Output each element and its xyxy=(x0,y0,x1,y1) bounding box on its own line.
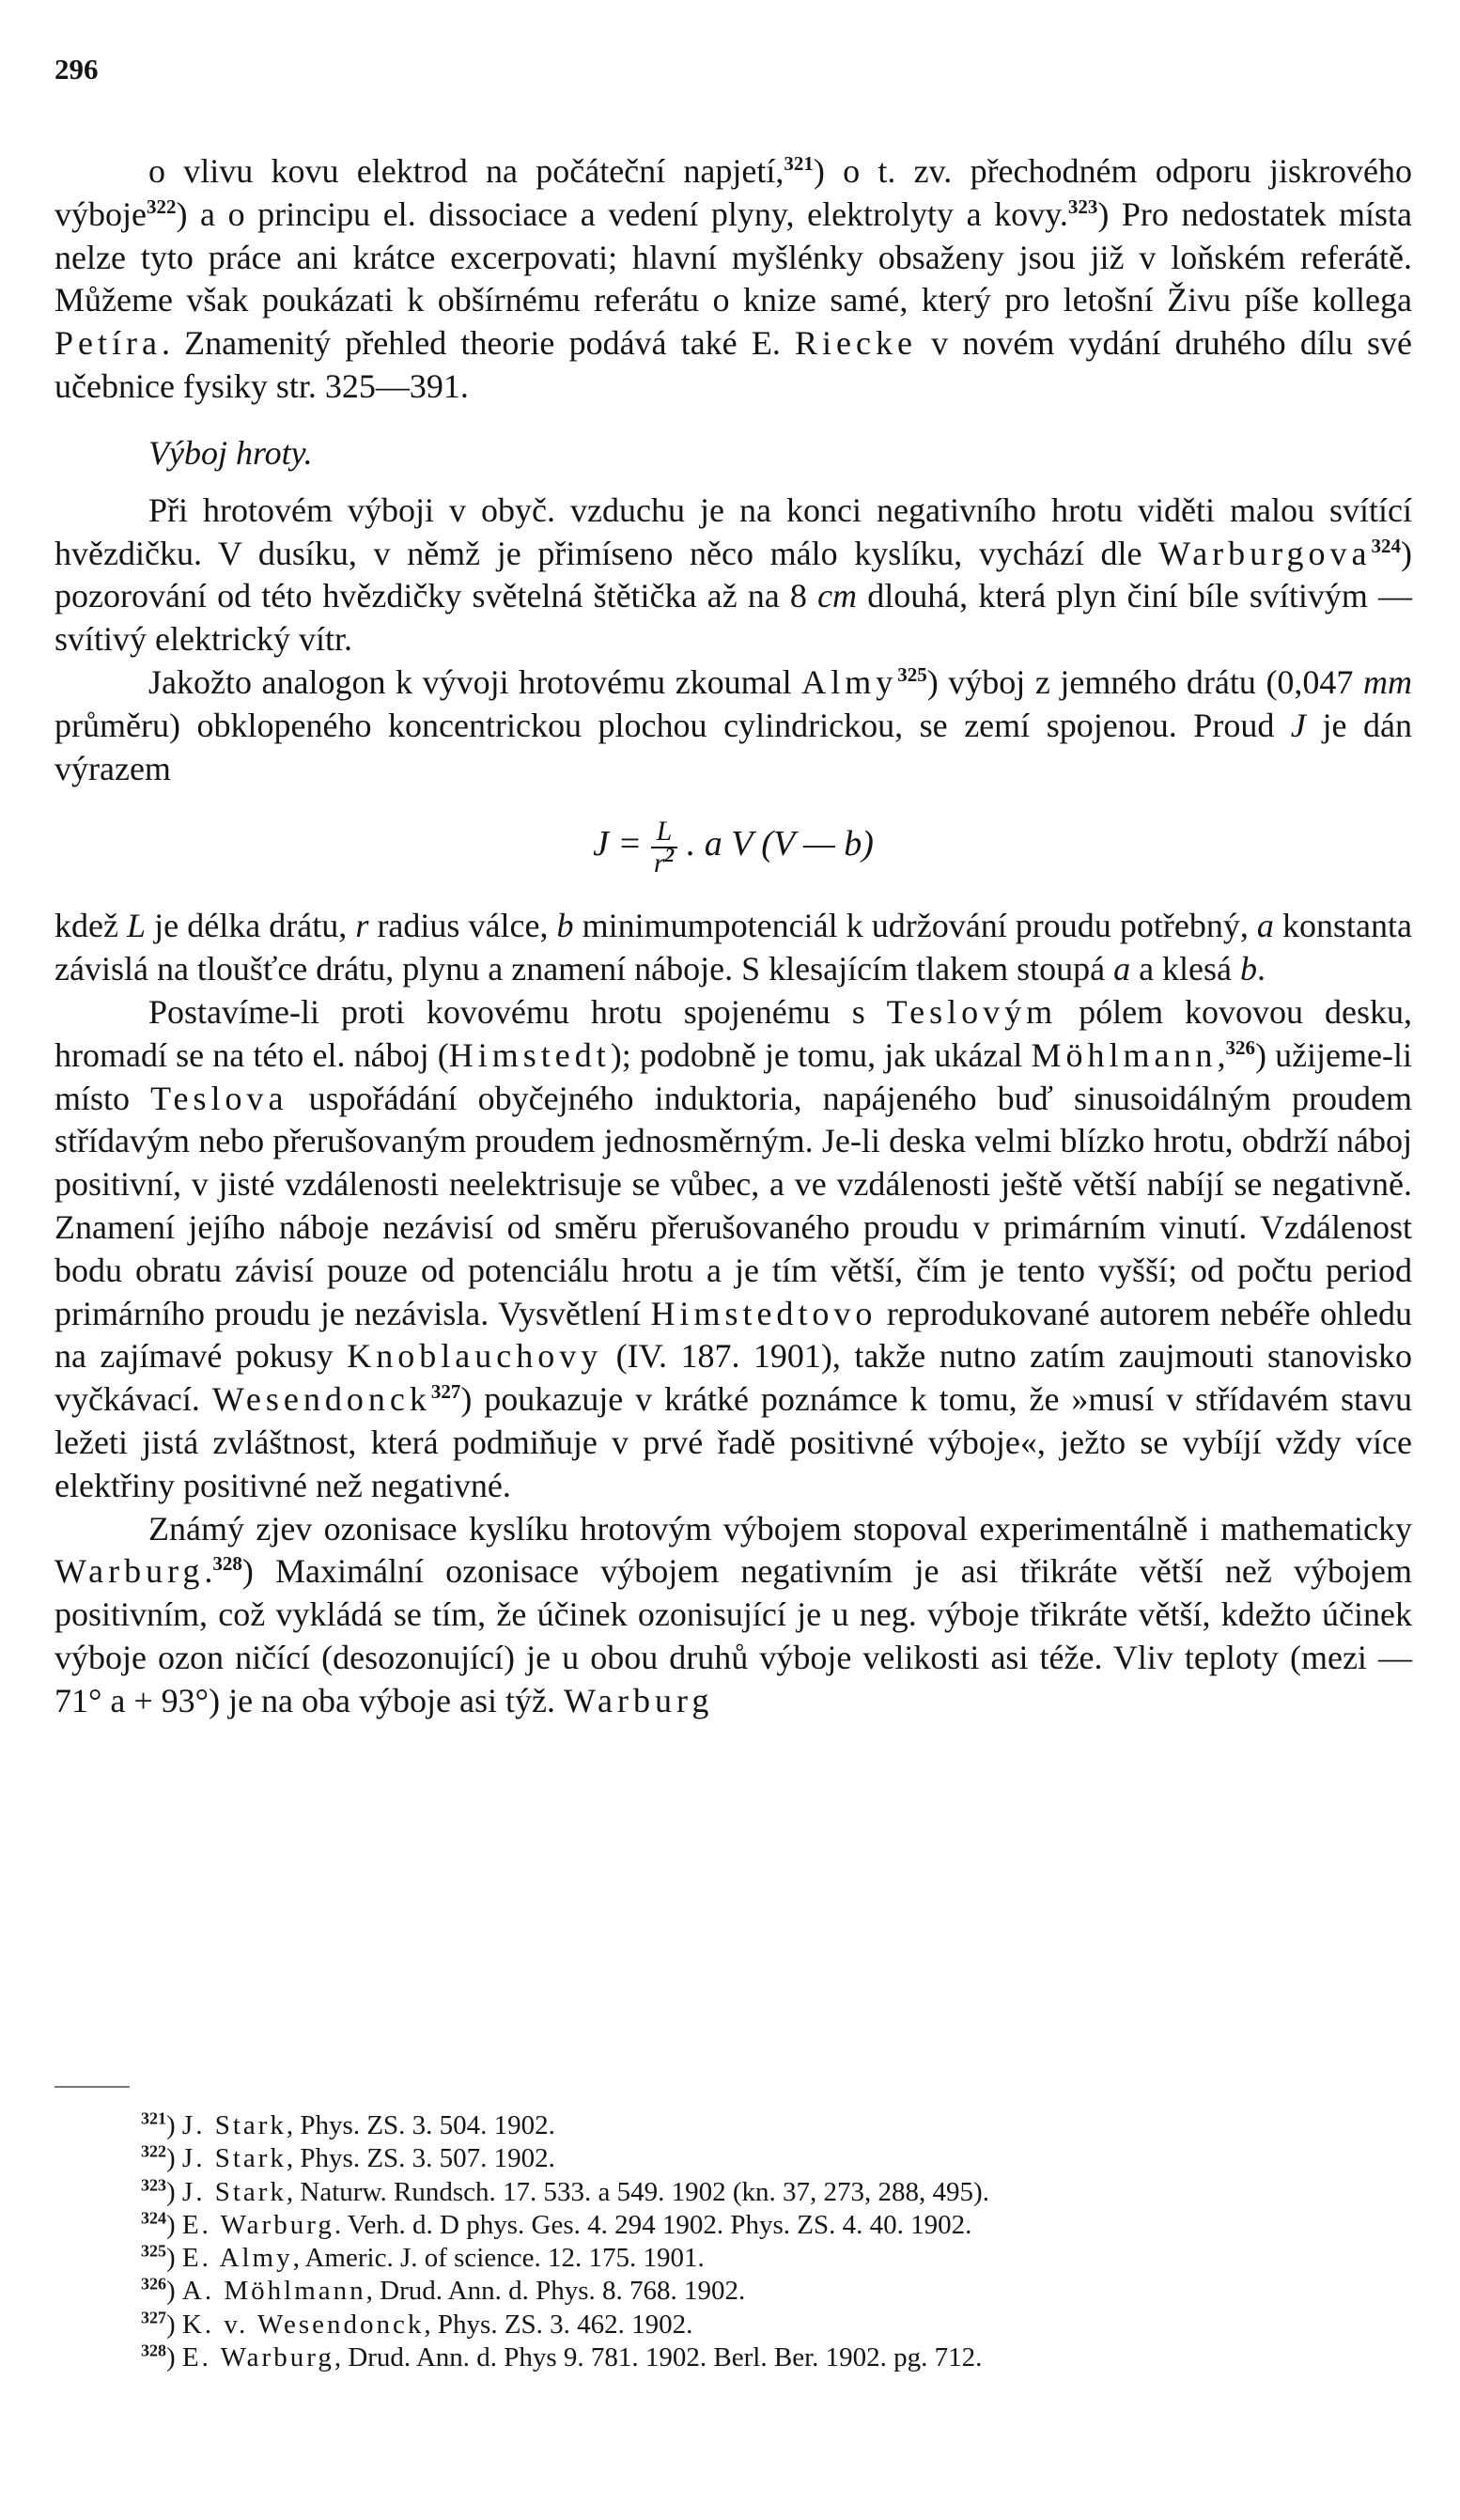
footnote-number: 325 xyxy=(141,2241,166,2261)
footnote-citation: , Naturw. Rundsch. 17. 533. a 549. 1902 (kn. 37, 273, 288, 495). xyxy=(286,2176,989,2207)
footnote-paren: ) xyxy=(166,2342,182,2373)
footnote-citation: , Phys. ZS. 3. 462. 1902. xyxy=(424,2309,693,2340)
footnote-citation: , Drud. Ann. d. Phys. 8. 768. 1902. xyxy=(365,2276,746,2307)
formula-numerator: L xyxy=(651,817,678,848)
person-name: Warburg xyxy=(54,1552,205,1591)
footnote xyxy=(141,2142,1409,2175)
person-name: Teslovým xyxy=(886,992,1058,1031)
footnote-reference: 323 xyxy=(1067,194,1098,218)
body-text xyxy=(54,150,1412,1723)
italic-symbol: a xyxy=(1256,907,1274,945)
footnote-number: 321 xyxy=(141,2108,166,2128)
footnotes xyxy=(141,2109,1409,2374)
text-run: Známý zjev ozonisace kyslíku hrotovým výbojem stopoval experimentálně i mathematicky xyxy=(148,1509,1412,1548)
formula-rhs: . a V (V — b) xyxy=(677,824,874,864)
person-name: Knoblauchovy xyxy=(347,1337,603,1376)
italic-symbol: b xyxy=(1240,950,1258,988)
text-run: reprodukované autorem nebéře ohledu na zajímavé pokusy xyxy=(54,1294,1413,1376)
paragraph xyxy=(54,905,1412,991)
text-run: ) užijeme-li místo xyxy=(54,1035,1412,1117)
footnote xyxy=(141,2209,1409,2242)
footnote-reference: 325 xyxy=(897,662,927,686)
text-run: ); podobně je tomu, jak ukázal xyxy=(610,1035,1032,1074)
footnote xyxy=(141,2309,1409,2341)
footnote-paren: ) xyxy=(166,2143,182,2174)
paragraph xyxy=(54,661,1412,790)
text-run: . xyxy=(204,1552,213,1591)
footnote-author: E. Warburg xyxy=(181,2209,334,2240)
text-run: ) a o principu el. dissociace a vedení plyny, elektrolyty a kovy. xyxy=(176,194,1068,233)
footnote-author: J. Stark xyxy=(181,2176,287,2207)
text-run: o vlivu kovu elektrod na počáteční napjetí, xyxy=(148,152,784,190)
footnote-paren: ) xyxy=(166,2309,182,2340)
person-name: Warburgova xyxy=(1158,534,1372,572)
italic-symbol: mm xyxy=(1363,662,1412,701)
footnote-citation: . Verh. d. D phys. Ges. 4. 294 1902. Phys. ZS. 4. 40. 1902. xyxy=(334,2209,972,2240)
text-run: konstanta závislá na tloušťce drátu, plynu a znamení náboje. S klesajícím tlakem stoupá xyxy=(54,907,1412,988)
text-run: ) Maximální ozonisace výbojem negativním je asi třikráte větší než výbojem positivním, což vykládá se tím, že účinek ozonisující je u neg. výboje třikráte větší, kdežto účinek výboje ozon ničící (desozonující) je u obou druhů výboje velikosti asi téže. Vliv teploty (mezi — 71° a + 93°) je na oba výboje asi týž. xyxy=(54,1552,1412,1719)
footnote-reference: 326 xyxy=(1225,1035,1255,1059)
person-name: Riecke xyxy=(795,324,917,363)
footnote-reference: 328 xyxy=(212,1552,242,1576)
text-run: radius válce, xyxy=(368,907,557,945)
footnote-author: K. v. Wesendonck xyxy=(181,2309,425,2340)
section-heading: Výboj hroty. xyxy=(148,433,313,472)
text-run: a klesá xyxy=(1130,950,1241,988)
text-run: Při hrotovém výboji v obyč. vzduchu je na konci negativního hrotu viděti malou svítící hvězdičku. V dusíku, v němž je přimíseno něco málo kyslíku, vychází dle xyxy=(54,490,1412,572)
text-run: je dán výrazem xyxy=(54,706,1412,787)
italic-symbol: b xyxy=(556,907,574,945)
footnote-author: E. Warburg xyxy=(181,2342,334,2373)
italic-symbol: J xyxy=(1290,706,1306,744)
text-run: ) o t. zv. přechodném odporu jiskrového výboje xyxy=(54,152,1412,233)
text-run: kdež xyxy=(54,907,128,945)
footnote-paren: ) xyxy=(166,2276,182,2307)
footnote xyxy=(141,2176,1409,2209)
person-name: Wesendonck xyxy=(211,1380,431,1419)
person-name: Möhlmann xyxy=(1031,1035,1218,1074)
footnote-reference: 321 xyxy=(784,152,814,175)
footnote-author: J. Stark xyxy=(181,2110,287,2140)
person-name: Teslova xyxy=(150,1079,288,1117)
text-run: Jakožto analogon k vývoji hrotovému zkoumal xyxy=(148,662,802,701)
footnote-number: 327 xyxy=(141,2308,166,2327)
italic-symbol: cm xyxy=(817,577,858,615)
paragraph xyxy=(54,150,1412,409)
footnote-paren: ) xyxy=(166,2176,182,2207)
text-run: ) pozorování od této hvězdičky světelná štětička až na 8 xyxy=(54,534,1412,615)
footnote-citation: , Phys. ZS. 3. 507. 1902. xyxy=(286,2143,555,2174)
footnote-citation: , Americ. J. of science. 12. 175. 1901. xyxy=(292,2243,705,2274)
text-run: Postavíme-li proti kovovému hrotu spojenému s xyxy=(148,992,887,1031)
footnote-paren: ) xyxy=(166,2209,182,2240)
formula xyxy=(54,809,1412,879)
footnote xyxy=(141,2242,1409,2275)
formula-denominator: $r^2$ xyxy=(653,843,676,879)
text-run: ) poukazuje v krátké poznámce k tomu, že »musí v střídavém stavu ležeti jistá zvláštnost, která podmiňuje v prvé řadě positivné výboje«, ježto se vybíjí vždy více elektřiny positivné než negativné. xyxy=(54,1380,1413,1504)
text-run: minimumpotenciál k udržování proudu potřebný, xyxy=(573,907,1257,945)
footnote-divider xyxy=(54,2086,130,2088)
paragraph xyxy=(54,991,1412,1508)
text-run: . Znamenitý přehled theorie podává také E. xyxy=(161,324,796,363)
footnote-paren: ) xyxy=(166,2243,182,2274)
footnote-author: E. Almy xyxy=(181,2243,293,2274)
text-run: (IV. 187. 1901), takže nutno zatím zaujmouti stanovisko vyčkávací. xyxy=(54,1337,1412,1419)
footnote-author: A. Möhlmann xyxy=(181,2276,366,2307)
person-name: Warburg xyxy=(563,1681,714,1719)
text-run: . xyxy=(1257,950,1266,988)
footnote-number: 328 xyxy=(141,2341,166,2360)
footnote-number: 326 xyxy=(141,2274,166,2294)
paragraph xyxy=(54,1508,1412,1723)
footnote-reference: 322 xyxy=(146,194,177,218)
footnote-reference: 327 xyxy=(430,1380,461,1404)
footnote-paren: ) xyxy=(166,2110,182,2140)
text-run: ) Pro nedostatek místa nelze tyto práce ani krátce excerpovati; hlavní myšlénky obsaženy jsou již v loňském referátě. Můžeme však poukázati k obšírnému referátu o knize samé, který pro letošní Živu píše kollega xyxy=(54,194,1412,319)
italic-symbol: L xyxy=(127,907,147,945)
text-run: dlouhá, která plyn činí bíle svítivým — svítivý elektrický vítr. xyxy=(54,577,1413,659)
formula-exponent: 2 xyxy=(664,843,676,866)
footnote-number: 323 xyxy=(141,2174,166,2194)
text-run: je délka drátu, xyxy=(146,907,356,945)
text-run: uspořádání obyčejného induktoria, napájeného buď sinusoidálným proudem střídavým nebo přerušovaným proudem jednosměrným. Je-li deska velmi blízko hrotu, obdrží náboj positivní, v jisté vzdálenosti neelektrisuje se vůbec, a ve vzdálenosti ještě větší nabíjí se negativně. Znamení jejího náboje nezávisí od směru přerušovaného proudu v primárním vinutí. Vzdálenost bodu obratu závisí pouze od potenciálu hrotu a je tím větší, čím je tento vyšší; od počtu period primárního proudu je nezávisla. Vysvětlení xyxy=(54,1079,1412,1332)
footnote-reference: 324 xyxy=(1371,534,1401,557)
formula-fraction xyxy=(651,817,678,879)
text-run: ) výboj z jemného drátu (0,047 xyxy=(926,662,1363,701)
paragraph xyxy=(54,490,1412,661)
footnote-author: J. Stark xyxy=(181,2143,287,2174)
footnote xyxy=(141,2109,1409,2142)
person-name: Himstedtovo xyxy=(650,1294,878,1332)
person-name: Petíra xyxy=(54,324,162,363)
footnote-number: 322 xyxy=(141,2141,166,2161)
text-run: , xyxy=(1217,1035,1226,1074)
italic-symbol: a xyxy=(1113,950,1131,988)
text-run: v novém vydání druhého dílu své učebnice fysiky str. 325—391. xyxy=(54,324,1413,405)
footnote xyxy=(141,2275,1409,2308)
page-number: 296 xyxy=(54,53,99,86)
text-run: pólem kovovou desku, hromadí se na této el. náboj ( xyxy=(54,992,1412,1074)
footnote xyxy=(141,2341,1409,2374)
footnote-citation: , Drud. Ann. d. Phys 9. 781. 1902. Berl. Ber. 1902. pg. 712. xyxy=(334,2342,983,2373)
footnote-citation: , Phys. ZS. 3. 504. 1902. xyxy=(286,2110,555,2140)
footnote-number: 324 xyxy=(141,2208,166,2228)
person-name: Himstedt xyxy=(448,1035,611,1074)
text-run: průměru) obklopeného koncentrickou plochou cylindrickou, se zemí spojenou. Proud xyxy=(54,706,1291,744)
formula-lhs: J = xyxy=(593,824,651,864)
person-name: Almy xyxy=(801,662,898,701)
italic-symbol: r xyxy=(355,907,369,945)
